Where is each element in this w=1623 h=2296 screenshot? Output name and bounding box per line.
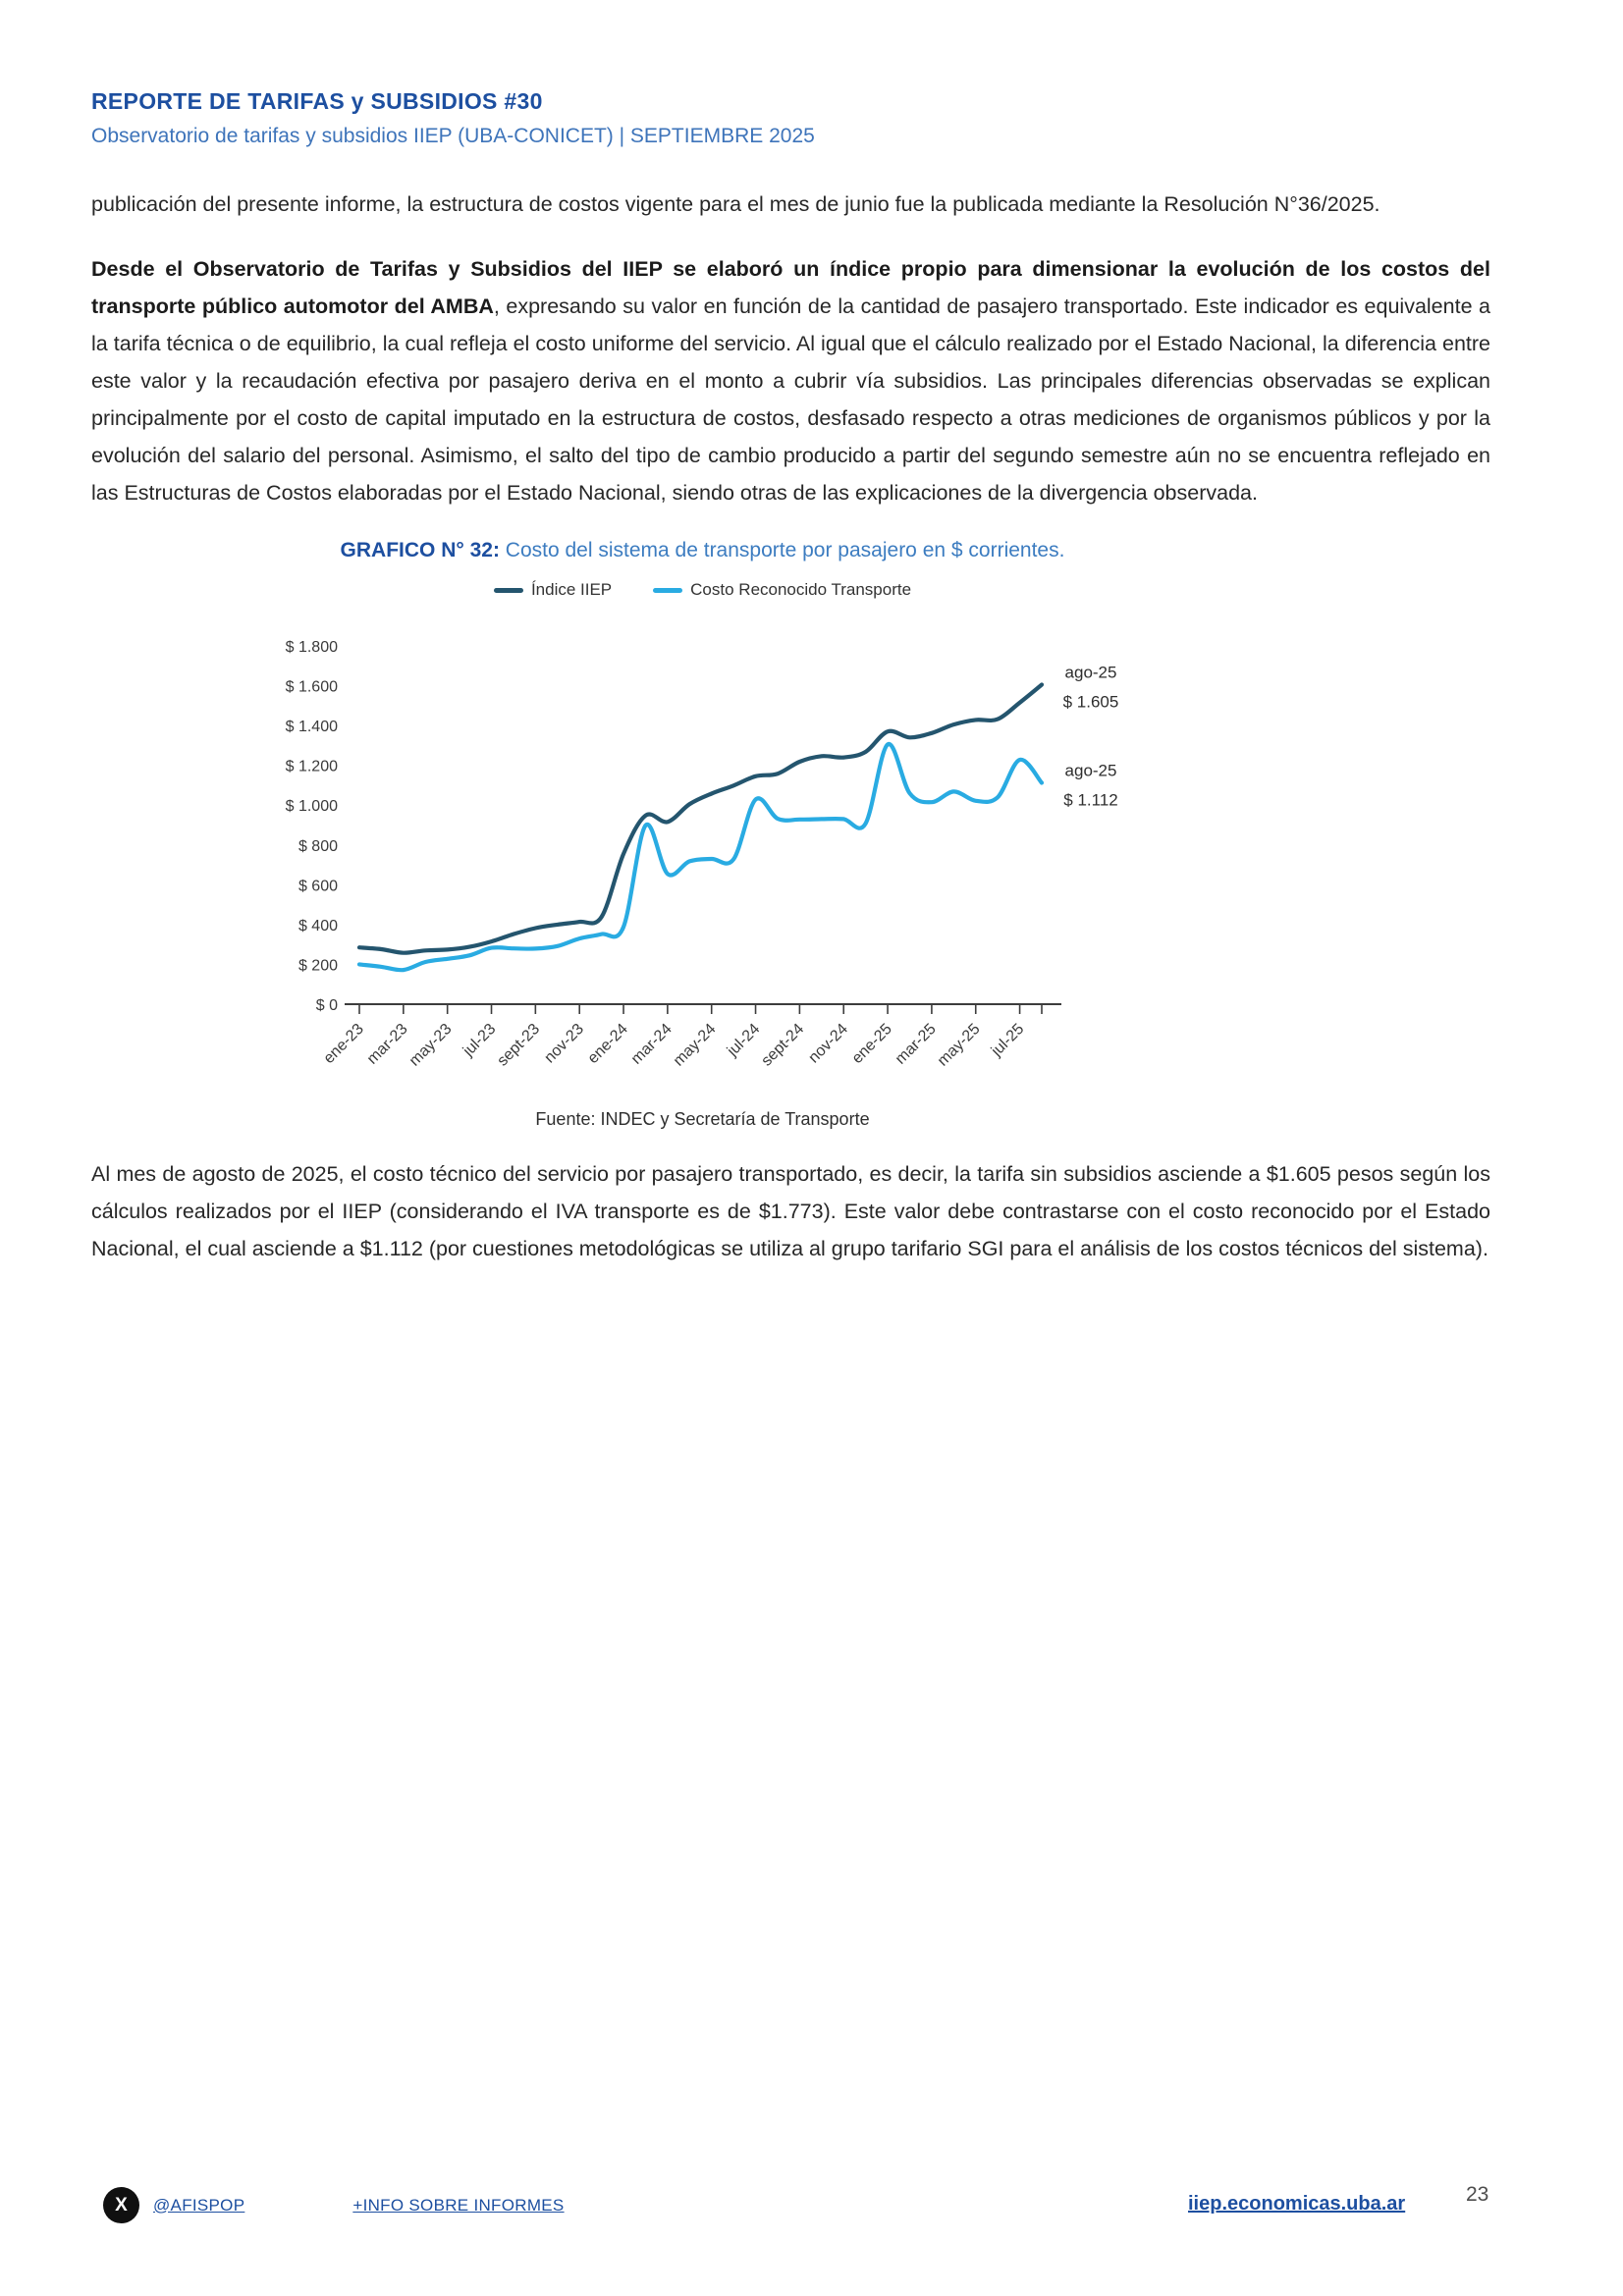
paragraph-resolucion: publicación del presente informe, la estructura de costos vigente para el mes de junio fue la publicada mediante la Resolución N°36/2025. — [91, 192, 1380, 216]
svg-text:$ 1.605: $ 1.605 — [1062, 692, 1118, 712]
svg-text:ene-25: ene-25 — [848, 1020, 895, 1068]
svg-text:$ 600: $ 600 — [298, 878, 338, 895]
svg-text:mar-24: mar-24 — [627, 1020, 676, 1068]
paragraph-indice-bold-lead: Desde el Observatorio de Tarifas y Subsidios del IIEP se elaboró un índice propio para dimensionar la evolución de los costos del transporte público automotor del AMBA — [91, 257, 1490, 318]
legend-swatch-indice-iiep — [494, 588, 523, 593]
svg-text:mar-25: mar-25 — [892, 1020, 940, 1068]
svg-text:ago-25: ago-25 — [1064, 761, 1116, 780]
paragraph-analysis: Al mes de agosto de 2025, el costo técnico del servicio por pasajero transportado, es decir, la tarifa sin subsidios asciende a $1.605 pesos según los cálculos realizados por el IIEP (considerando el IVA transporte es de $1.773). Este valor debe contrastarse con el costo reconocido por el Estado Nacional, el cual asciende a $1.112 (por cuestiones metodológicas se utiliza al grupo tarifario SGI para el análisis de los costos técnicos del sistema). — [91, 1162, 1490, 1260]
svg-text:$ 1.112: $ 1.112 — [1062, 790, 1118, 810]
legend-swatch-costo-reconocido — [653, 588, 682, 593]
info-reports-link[interactable]: +INFO SOBRE INFORMES — [352, 2195, 565, 2215]
paragraph-indice-rest: , expresando su valor en función de la cantidad de pasajero transportado. Este indicador es equivalente a la tarifa técnica o de equilibrio, la cual refleja el costo uniforme del servicio. Al igual que el cálculo realizado por el Estado Nacional, la diferencia entre este valor y la recaudación efectiva por pasajero deriva en el monto a cubrir vía subsidios. Las principales diferencias observadas se explican principalmente por el costo de capital imputado en la estructura de costos, desfasado respecto a otras mediciones de organismos públicos y por la evolución del salario del personal. Asimismo, el salto del tipo de cambio producido a partir del segundo semestre aún no se encuentra reflejado en las Estructuras de Costos elaboradas por el Estado Nacional, siendo otras de las explicaciones de la divergencia observada. — [91, 294, 1491, 505]
svg-text:$ 1.800: $ 1.800 — [285, 639, 338, 656]
svg-text:jul-23: jul-23 — [460, 1020, 499, 1060]
svg-text:$ 1.400: $ 1.400 — [285, 719, 338, 736]
twitter-handle-link[interactable]: @AFISPOP — [153, 2195, 245, 2215]
chart-legend — [91, 580, 1314, 600]
chart-source: Fuente: INDEC y Secretaría de Transporte — [535, 1109, 870, 1129]
svg-text:$ 400: $ 400 — [298, 917, 338, 934]
svg-text:may-24: may-24 — [670, 1020, 720, 1070]
footer-social-links — [103, 2187, 565, 2223]
svg-text:jul-25: jul-25 — [988, 1020, 1027, 1060]
report-title: REPORTE DE TARIFAS y SUBSIDIOS #30 — [91, 88, 543, 114]
svg-text:ene-24: ene-24 — [584, 1020, 631, 1068]
svg-text:jul-24: jul-24 — [724, 1020, 763, 1060]
page-content — [91, 88, 1490, 1295]
legend-label-indice-iiep: Índice IIEP — [530, 580, 613, 599]
chart-section — [91, 539, 1314, 1130]
chart-title — [91, 539, 1314, 562]
iiep-site-link[interactable]: iiep.economicas.uba.ar — [1188, 2193, 1406, 2215]
svg-text:$ 200: $ 200 — [298, 957, 338, 975]
page-number: 23 — [1466, 2183, 1489, 2206]
legend-label-costo-reconocido: Costo Reconocido Transporte — [690, 580, 912, 599]
svg-text:sept-23: sept-23 — [493, 1020, 543, 1070]
x-social-icon[interactable]: X — [103, 2187, 139, 2223]
svg-text:sept-24: sept-24 — [757, 1020, 807, 1070]
svg-text:$ 1.600: $ 1.600 — [285, 678, 338, 696]
svg-text:ago-25: ago-25 — [1064, 663, 1116, 682]
svg-text:mar-23: mar-23 — [363, 1020, 411, 1068]
svg-text:may-23: may-23 — [406, 1020, 456, 1070]
svg-text:ene-23: ene-23 — [320, 1020, 367, 1068]
svg-text:$ 800: $ 800 — [298, 837, 338, 855]
svg-text:nov-23: nov-23 — [540, 1020, 587, 1067]
svg-text:$ 1.200: $ 1.200 — [285, 758, 338, 775]
chart-title-number: GRAFICO N° 32: — [340, 539, 500, 561]
report-subtitle: Observatorio de tarifas y subsidios IIEP (UBA-CONICET) | SEPTIEMBRE 2025 — [91, 125, 815, 147]
paragraph-indice-iiep — [91, 250, 1490, 511]
chart-title-text: Costo del sistema de transporte por pasajero en $ corrientes. — [499, 539, 1065, 561]
svg-text:$ 1.000: $ 1.000 — [285, 798, 338, 816]
svg-text:nov-24: nov-24 — [804, 1020, 851, 1067]
legend-item-costo-reconocido — [653, 580, 911, 600]
cost-chart-svg — [261, 612, 1145, 1107]
legend-item-indice-iiep — [494, 580, 612, 600]
svg-text:may-25: may-25 — [934, 1020, 984, 1070]
svg-text:$ 0: $ 0 — [315, 997, 338, 1014]
page-footer — [0, 2181, 1623, 2240]
